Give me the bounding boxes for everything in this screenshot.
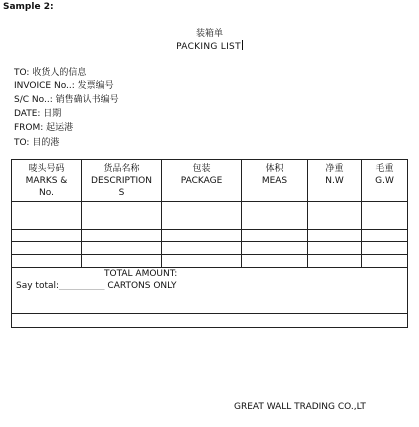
total-amount-label: TOTAL AMOUNT: [104, 269, 178, 279]
text-cursor [242, 40, 243, 50]
table-cell[interactable] [242, 242, 308, 255]
table-cell[interactable] [308, 230, 362, 242]
info-date: DATE: 日期 [14, 109, 62, 119]
table-cell[interactable] [12, 242, 82, 255]
total-row [12, 268, 408, 314]
table-cell[interactable] [82, 230, 162, 242]
header-package: 包装 PACKAGE [162, 160, 242, 202]
table-cell[interactable] [162, 202, 242, 230]
table-header-row [12, 160, 408, 202]
header-descriptions: 货品名称 DESCRIPTION S [82, 160, 162, 202]
info-from-port: FROM: 起运港 [14, 123, 74, 133]
table-cell[interactable] [242, 255, 308, 268]
table-cell[interactable] [12, 255, 82, 268]
table-cell[interactable] [162, 242, 242, 255]
table-cell[interactable] [362, 255, 408, 268]
table-cell[interactable] [242, 202, 308, 230]
table-cell[interactable] [12, 202, 82, 230]
empty-row [12, 314, 408, 328]
table-cell[interactable] [82, 202, 162, 230]
sample-label: Sample 2: [3, 2, 54, 12]
say-total-line: Say total:_____________ CARTONS ONLY [16, 281, 177, 291]
table-cell[interactable] [12, 230, 82, 242]
header-marks: 唛头号码 MARKS & No. [12, 160, 82, 202]
info-invoice-no: INVOICE No..: 发票编号 [14, 81, 114, 91]
packing-list-table [11, 159, 408, 328]
title-chinese: 装箱单 [195, 29, 223, 39]
table-cell[interactable] [82, 255, 162, 268]
total-cell[interactable] [12, 268, 408, 314]
header-nw: 净重 N.W [308, 160, 362, 202]
table-cell[interactable] [82, 242, 162, 255]
table-cell[interactable] [362, 202, 408, 230]
company-name: GREAT WALL TRADING CO.,LT [234, 402, 366, 412]
title-packing-list[interactable]: PACKING LIST [176, 42, 241, 52]
header-gw: 毛重 G.W [362, 160, 408, 202]
table-cell[interactable] [362, 242, 408, 255]
table-cell[interactable] [308, 255, 362, 268]
table-cell[interactable] [162, 230, 242, 242]
table-row [12, 202, 408, 230]
table-row [12, 230, 408, 242]
header-meas: 体积 MEAS [242, 160, 308, 202]
table-cell[interactable] [242, 230, 308, 242]
info-to-port: TO: 目的港 [14, 138, 60, 148]
table-row [12, 242, 408, 255]
table-cell[interactable] [162, 255, 242, 268]
table-row [12, 255, 408, 268]
table-cell[interactable] [12, 314, 408, 328]
info-sc-no: S/C No..: 销售确认书编号 [14, 95, 119, 105]
info-to-consignee: TO: 收货人的信息 [14, 68, 87, 78]
table-cell[interactable] [308, 202, 362, 230]
table-cell[interactable] [308, 242, 362, 255]
table-cell[interactable] [362, 230, 408, 242]
